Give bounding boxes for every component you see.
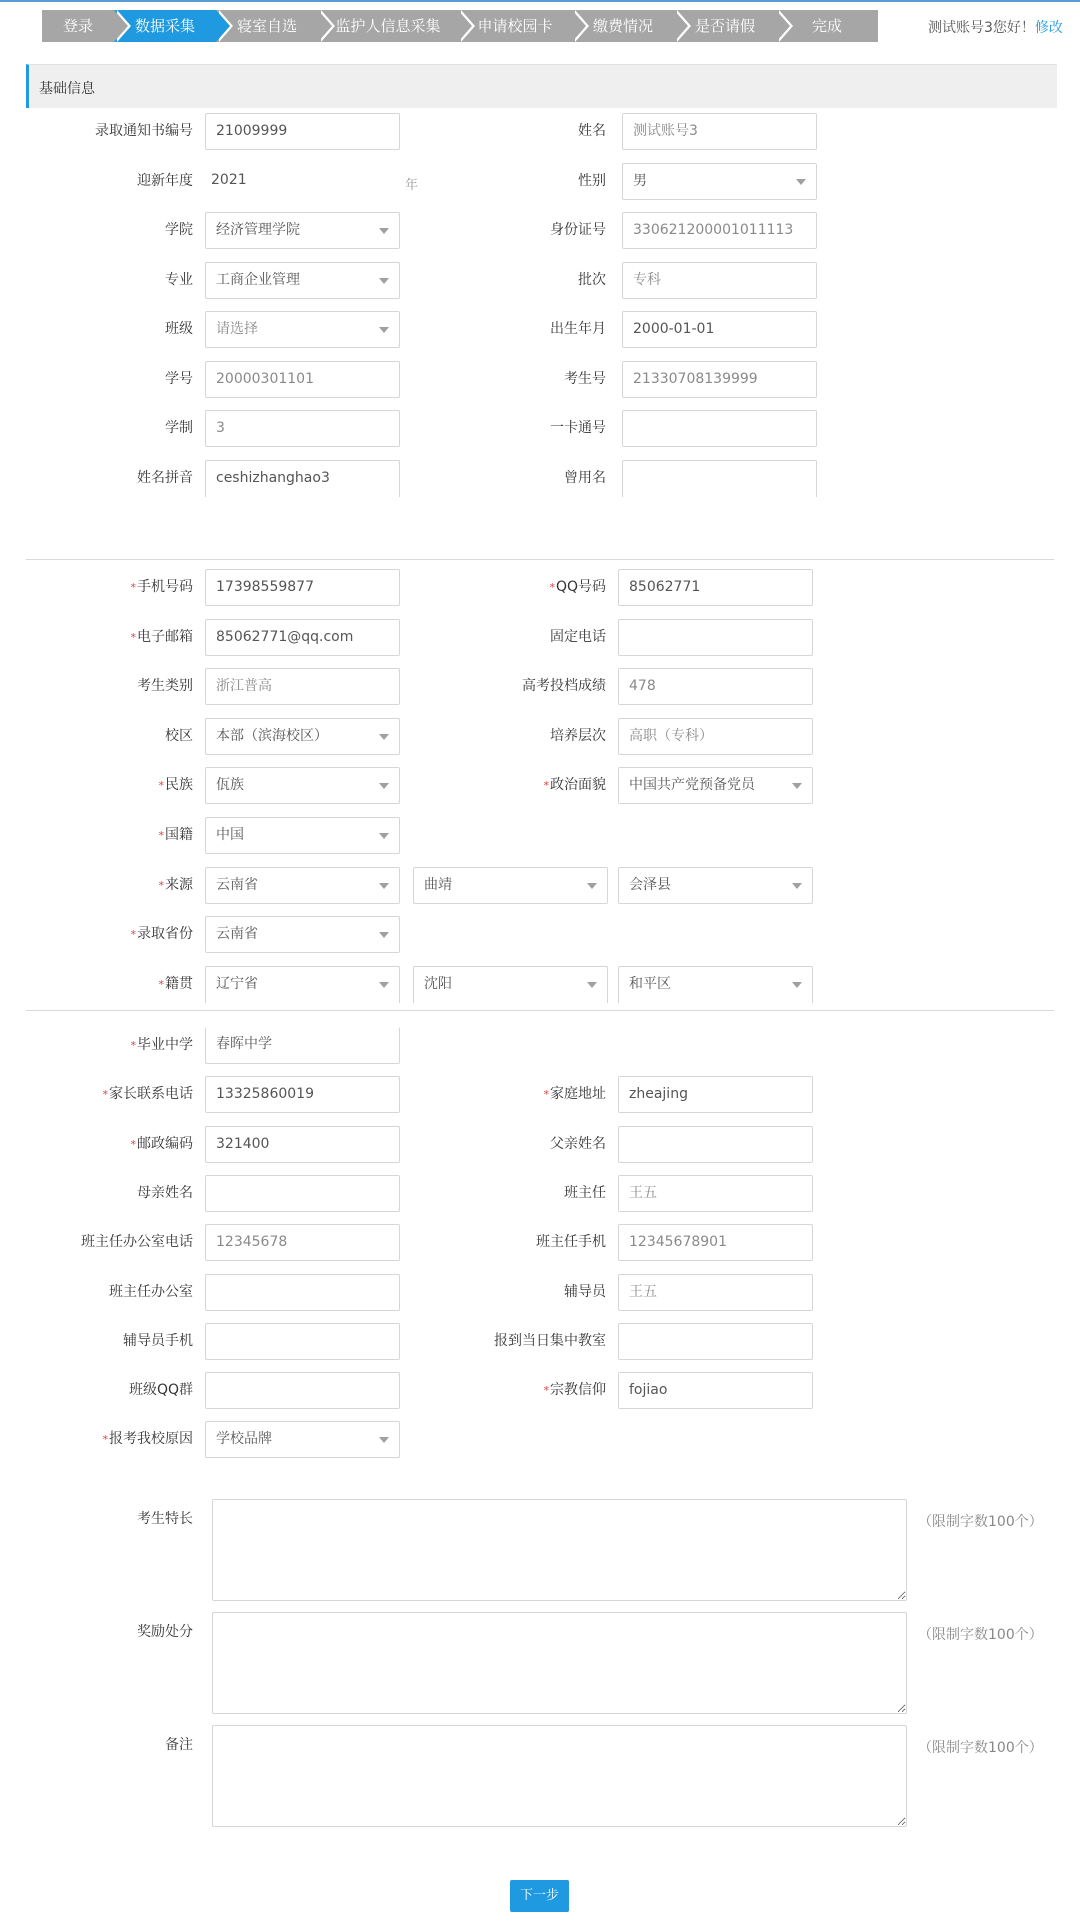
field-value: 85062771 bbox=[629, 579, 701, 595]
select-field[interactable] bbox=[618, 767, 813, 804]
field-label-text: 辅导员手机 bbox=[123, 1332, 193, 1349]
field-label-text: 考生特长 bbox=[137, 1511, 193, 1527]
field-label bbox=[436, 1136, 606, 1152]
field-label-text: 国籍 bbox=[165, 827, 193, 843]
text-field[interactable] bbox=[618, 1126, 813, 1163]
field-label-text: 校区 bbox=[165, 727, 193, 744]
field-value: 专科 bbox=[633, 271, 661, 288]
select-field[interactable] bbox=[413, 966, 608, 1003]
required-marker: * bbox=[102, 1433, 108, 1447]
text-field[interactable] bbox=[205, 1372, 400, 1409]
field-label bbox=[23, 1511, 193, 1527]
text-field[interactable] bbox=[618, 668, 813, 705]
field-label-text: 来源 bbox=[165, 876, 193, 893]
user-greeting bbox=[928, 17, 1063, 37]
field-label-text: 考生号 bbox=[564, 370, 606, 387]
field-value: 曲靖 bbox=[424, 876, 452, 893]
text-field[interactable] bbox=[205, 619, 400, 656]
field-label-text: 邮政编码 bbox=[137, 1135, 193, 1152]
field-label bbox=[436, 123, 606, 139]
field-value: 21330708139999 bbox=[633, 370, 758, 387]
section-header-basic bbox=[26, 64, 1057, 108]
field-value: fojiao bbox=[629, 1382, 668, 1399]
field-value: 王五 bbox=[629, 1283, 657, 1300]
required-marker: * bbox=[130, 1039, 136, 1052]
field-label bbox=[436, 728, 606, 744]
field-value: ceshizhanghao3 bbox=[216, 469, 330, 486]
text-field[interactable] bbox=[618, 1323, 813, 1360]
field-label bbox=[436, 173, 606, 189]
select-field[interactable] bbox=[205, 311, 400, 348]
required-marker: * bbox=[543, 1088, 549, 1102]
field-label-text: 姓名 bbox=[578, 123, 606, 139]
chevron-down-icon bbox=[587, 883, 597, 889]
text-field[interactable] bbox=[622, 311, 817, 348]
step-4 bbox=[318, 10, 458, 42]
field-label-text: 专业 bbox=[165, 271, 193, 288]
field-value: 2021 bbox=[211, 171, 247, 188]
field-label bbox=[436, 272, 606, 288]
year-unit: 年 bbox=[405, 177, 419, 193]
text-field[interactable] bbox=[618, 1274, 813, 1311]
field-value: 85062771@qq.com bbox=[216, 628, 354, 645]
select-field[interactable] bbox=[205, 212, 400, 249]
field-label bbox=[23, 1136, 193, 1153]
step-arrow-icon bbox=[216, 10, 230, 42]
select-field[interactable] bbox=[618, 966, 813, 1003]
textarea-field[interactable] bbox=[212, 1725, 907, 1827]
field-label bbox=[23, 827, 193, 844]
field-label bbox=[23, 1185, 193, 1201]
field-value: 478 bbox=[629, 678, 656, 695]
field-label bbox=[436, 1185, 606, 1201]
text-field[interactable] bbox=[618, 619, 813, 656]
field-label bbox=[436, 678, 606, 694]
field-label bbox=[23, 1284, 193, 1300]
text-field[interactable] bbox=[205, 1126, 400, 1163]
field-label-text: 宗教信仰 bbox=[550, 1382, 606, 1399]
select-field[interactable] bbox=[205, 867, 400, 904]
field-label-text: 班主任办公室 bbox=[109, 1283, 193, 1300]
chevron-down-icon bbox=[379, 932, 389, 938]
text-field bbox=[205, 163, 400, 200]
field-label-text: 学号 bbox=[165, 370, 193, 387]
textarea-field[interactable] bbox=[212, 1499, 907, 1601]
field-label bbox=[23, 321, 193, 337]
chevron-down-icon bbox=[379, 833, 389, 839]
text-field[interactable] bbox=[205, 1027, 400, 1064]
step-arrow-icon bbox=[318, 10, 332, 42]
required-marker: * bbox=[102, 1088, 108, 1102]
step-label: 缴费情况 bbox=[592, 17, 653, 35]
step-1[interactable] bbox=[42, 10, 114, 42]
text-field[interactable] bbox=[205, 410, 400, 447]
field-label bbox=[23, 1382, 193, 1398]
field-label bbox=[23, 579, 193, 596]
field-value: 20000301101 bbox=[216, 370, 314, 387]
field-label bbox=[23, 1624, 193, 1640]
text-field[interactable] bbox=[205, 1224, 400, 1261]
field-label bbox=[23, 1234, 193, 1250]
select-field[interactable] bbox=[413, 867, 608, 904]
field-label-text: 姓名拼音 bbox=[137, 469, 193, 486]
field-label bbox=[436, 777, 606, 794]
field-value: 本部（滨海校区） bbox=[216, 727, 328, 744]
field-value: 请选择 bbox=[216, 321, 258, 337]
field-value: 测试账号3 bbox=[633, 123, 698, 139]
field-label bbox=[436, 371, 606, 387]
select-field[interactable] bbox=[205, 262, 400, 299]
field-value: 王五 bbox=[629, 1184, 657, 1201]
text-field[interactable] bbox=[618, 569, 813, 606]
field-label-text: 学制 bbox=[165, 420, 193, 436]
field-value: 21009999 bbox=[216, 123, 288, 139]
field-value: 沈阳 bbox=[424, 975, 452, 992]
text-field[interactable] bbox=[622, 410, 817, 447]
field-value: 17398559877 bbox=[216, 579, 314, 595]
field-label bbox=[23, 678, 193, 694]
field-label bbox=[23, 1431, 193, 1448]
field-label-text: 民族 bbox=[165, 777, 193, 794]
chevron-down-icon bbox=[792, 883, 802, 889]
select-field[interactable] bbox=[622, 163, 817, 200]
step-arrow-icon bbox=[572, 10, 586, 42]
field-value: 321400 bbox=[216, 1135, 270, 1152]
field-value: 和平区 bbox=[629, 975, 671, 992]
chevron-down-icon bbox=[379, 734, 389, 740]
required-marker: * bbox=[158, 829, 164, 842]
field-value: 12345678901 bbox=[629, 1234, 727, 1251]
field-label-text: 报到当日集中教室 bbox=[494, 1332, 606, 1349]
field-label-text: 性别 bbox=[578, 172, 606, 189]
step-label: 完成 bbox=[811, 17, 842, 35]
field-label-text: 迎新年度 bbox=[137, 172, 193, 189]
chevron-down-icon bbox=[379, 1437, 389, 1443]
field-label bbox=[23, 123, 193, 139]
chevron-down-icon bbox=[792, 783, 802, 789]
field-label-text: 培养层次 bbox=[550, 727, 606, 744]
chevron-down-icon bbox=[796, 179, 806, 185]
field-label-text: 手机号码 bbox=[137, 579, 193, 595]
field-label-text: 班级 bbox=[165, 321, 193, 337]
field-label bbox=[436, 470, 606, 486]
field-value: 经济管理学院 bbox=[216, 222, 300, 238]
field-label-text: 政治面貌 bbox=[550, 777, 606, 794]
field-value: 会泽县 bbox=[629, 876, 671, 893]
field-label-text: 出生年月 bbox=[550, 321, 606, 337]
chevron-down-icon bbox=[379, 883, 389, 889]
step-label: 是否请假 bbox=[694, 17, 755, 35]
field-label-text: 籍贯 bbox=[165, 975, 193, 992]
text-field[interactable] bbox=[622, 113, 817, 150]
field-label-text: QQ号码 bbox=[555, 579, 606, 595]
field-label bbox=[23, 777, 193, 794]
field-label bbox=[436, 629, 606, 645]
field-label-text: 家长联系电话 bbox=[109, 1086, 193, 1103]
section-divider bbox=[26, 559, 1054, 560]
char-limit-hint: （限制字数100个） bbox=[918, 1627, 1043, 1643]
field-label bbox=[23, 272, 193, 288]
select-field[interactable] bbox=[205, 767, 400, 804]
chevron-down-icon bbox=[379, 327, 389, 333]
text-field[interactable] bbox=[205, 1274, 400, 1311]
field-label-text: 固定电话 bbox=[550, 628, 606, 645]
select-field[interactable] bbox=[205, 966, 400, 1003]
step-arrow-icon bbox=[114, 10, 128, 42]
text-field[interactable] bbox=[205, 1323, 400, 1360]
step-5 bbox=[458, 10, 572, 42]
field-value: 辽宁省 bbox=[216, 975, 258, 992]
field-label bbox=[436, 1284, 606, 1300]
field-label bbox=[436, 579, 606, 596]
required-marker: * bbox=[130, 928, 136, 942]
field-value: 中国 bbox=[216, 827, 244, 843]
step-label: 数据采集 bbox=[134, 17, 195, 35]
chevron-down-icon bbox=[379, 228, 389, 234]
field-value: 学校品牌 bbox=[216, 1431, 272, 1448]
field-label bbox=[23, 1037, 193, 1054]
char-limit-hint: （限制字数100个） bbox=[918, 1514, 1043, 1530]
chevron-down-icon bbox=[379, 783, 389, 789]
section-title: 基础信息 bbox=[39, 81, 95, 97]
field-label-text: 班主任 bbox=[564, 1184, 606, 1201]
section-divider bbox=[26, 1010, 1054, 1011]
field-label-text: 学院 bbox=[165, 222, 193, 238]
step-label: 登录 bbox=[62, 17, 93, 35]
field-value: 330621200001011113 bbox=[633, 222, 794, 238]
field-label-text: 辅导员 bbox=[564, 1283, 606, 1300]
field-label-text: 曾用名 bbox=[564, 469, 606, 486]
field-label-text: 报考我校原因 bbox=[109, 1431, 193, 1448]
text-field[interactable] bbox=[618, 718, 813, 755]
field-label bbox=[23, 420, 193, 436]
field-value: 云南省 bbox=[216, 926, 258, 943]
field-label-text: 毕业中学 bbox=[137, 1037, 193, 1053]
char-limit-hint: （限制字数100个） bbox=[918, 1740, 1043, 1756]
text-field[interactable] bbox=[205, 1175, 400, 1212]
step-arrow-icon bbox=[776, 10, 790, 42]
field-label bbox=[23, 976, 193, 993]
text-field[interactable] bbox=[622, 262, 817, 299]
field-label-text: 批次 bbox=[578, 271, 606, 288]
field-value: 春晖中学 bbox=[216, 1036, 272, 1052]
step-label: 申请校园卡 bbox=[477, 17, 553, 35]
top-line bbox=[0, 0, 1080, 2]
field-label bbox=[23, 470, 193, 486]
required-marker: * bbox=[549, 581, 555, 594]
field-label bbox=[23, 371, 193, 387]
field-label-text: 录取通知书编号 bbox=[95, 123, 193, 139]
field-label-text: 班主任手机 bbox=[536, 1234, 606, 1251]
field-label-text: 录取省份 bbox=[137, 926, 193, 943]
field-label bbox=[436, 1382, 606, 1399]
step-label: 监护人信息采集 bbox=[335, 17, 441, 35]
field-label bbox=[436, 1234, 606, 1250]
field-value: 云南省 bbox=[216, 876, 258, 893]
text-field[interactable] bbox=[622, 460, 817, 497]
field-label bbox=[23, 173, 193, 189]
textarea-field[interactable] bbox=[212, 1612, 907, 1714]
required-marker: * bbox=[130, 581, 136, 594]
required-marker: * bbox=[543, 1384, 549, 1398]
field-value: zheajing bbox=[629, 1086, 688, 1103]
text-field[interactable] bbox=[618, 1175, 813, 1212]
text-field[interactable] bbox=[618, 1372, 813, 1409]
required-marker: * bbox=[158, 977, 164, 991]
field-value: 12345678 bbox=[216, 1234, 288, 1251]
select-field[interactable] bbox=[205, 1421, 400, 1458]
step-arrow-icon bbox=[674, 10, 688, 42]
field-label-text: 电子邮箱 bbox=[137, 628, 193, 645]
field-label-text: 父亲姓名 bbox=[550, 1135, 606, 1152]
field-label bbox=[436, 1086, 606, 1103]
field-label-text: 班级QQ群 bbox=[128, 1382, 193, 1399]
field-label-text: 高考投档成绩 bbox=[522, 678, 606, 695]
field-value: 13325860019 bbox=[216, 1086, 314, 1103]
text-field[interactable] bbox=[205, 460, 400, 497]
field-label bbox=[436, 420, 606, 436]
select-field[interactable] bbox=[205, 817, 400, 854]
step-label: 寝室自选 bbox=[236, 17, 297, 35]
text-field[interactable] bbox=[622, 212, 817, 249]
text-field[interactable] bbox=[618, 1076, 813, 1113]
field-label bbox=[436, 1333, 606, 1349]
field-label-text: 考生类别 bbox=[137, 678, 193, 695]
field-value: 浙江普高 bbox=[216, 678, 272, 695]
chevron-down-icon bbox=[379, 278, 389, 284]
field-value: 高职（专科） bbox=[629, 727, 713, 744]
chevron-down-icon bbox=[587, 982, 597, 988]
greeting-text: 测试账号3您好！ bbox=[928, 20, 1035, 36]
field-label-text: 一卡通号 bbox=[550, 420, 606, 436]
text-field[interactable] bbox=[205, 113, 400, 150]
text-field[interactable] bbox=[205, 361, 400, 398]
select-field[interactable] bbox=[205, 916, 400, 953]
field-label bbox=[23, 877, 193, 894]
chevron-down-icon bbox=[379, 982, 389, 988]
text-field[interactable] bbox=[622, 361, 817, 398]
field-label-text: 奖励处分 bbox=[137, 1624, 193, 1640]
field-label bbox=[23, 1737, 193, 1753]
field-value: 佤族 bbox=[216, 777, 244, 794]
field-label-text: 备注 bbox=[165, 1737, 193, 1753]
field-label bbox=[23, 222, 193, 238]
next-step-button[interactable]: 下一步 bbox=[510, 1880, 569, 1912]
required-marker: * bbox=[130, 630, 136, 644]
field-label bbox=[436, 222, 606, 238]
field-value: 男 bbox=[633, 172, 647, 189]
modify-link[interactable]: 修改 bbox=[1034, 20, 1063, 36]
required-marker: * bbox=[543, 779, 549, 793]
field-value: 3 bbox=[216, 420, 225, 436]
text-field[interactable] bbox=[205, 1076, 400, 1113]
field-label bbox=[436, 321, 606, 337]
field-label bbox=[23, 728, 193, 744]
field-label bbox=[23, 1333, 193, 1349]
field-value: 中国共产党预备党员 bbox=[629, 777, 755, 794]
required-marker: * bbox=[130, 1137, 136, 1151]
field-label bbox=[23, 926, 193, 943]
step-arrow-icon bbox=[458, 10, 472, 42]
text-field[interactable] bbox=[205, 668, 400, 705]
field-label-text: 班主任办公室电话 bbox=[81, 1234, 193, 1251]
text-field[interactable] bbox=[205, 569, 400, 606]
field-value: 工商企业管理 bbox=[216, 271, 300, 288]
text-field[interactable] bbox=[618, 1224, 813, 1261]
field-label bbox=[23, 1086, 193, 1103]
field-value: 2000-01-01 bbox=[633, 321, 715, 337]
field-label-text: 母亲姓名 bbox=[137, 1184, 193, 1201]
chevron-down-icon bbox=[792, 982, 802, 988]
field-label-text: 家庭地址 bbox=[550, 1086, 606, 1103]
field-label bbox=[23, 629, 193, 646]
required-marker: * bbox=[158, 878, 164, 892]
required-marker: * bbox=[158, 779, 164, 793]
select-field[interactable] bbox=[618, 867, 813, 904]
field-label-text: 身份证号 bbox=[550, 222, 606, 238]
select-field[interactable] bbox=[205, 718, 400, 755]
